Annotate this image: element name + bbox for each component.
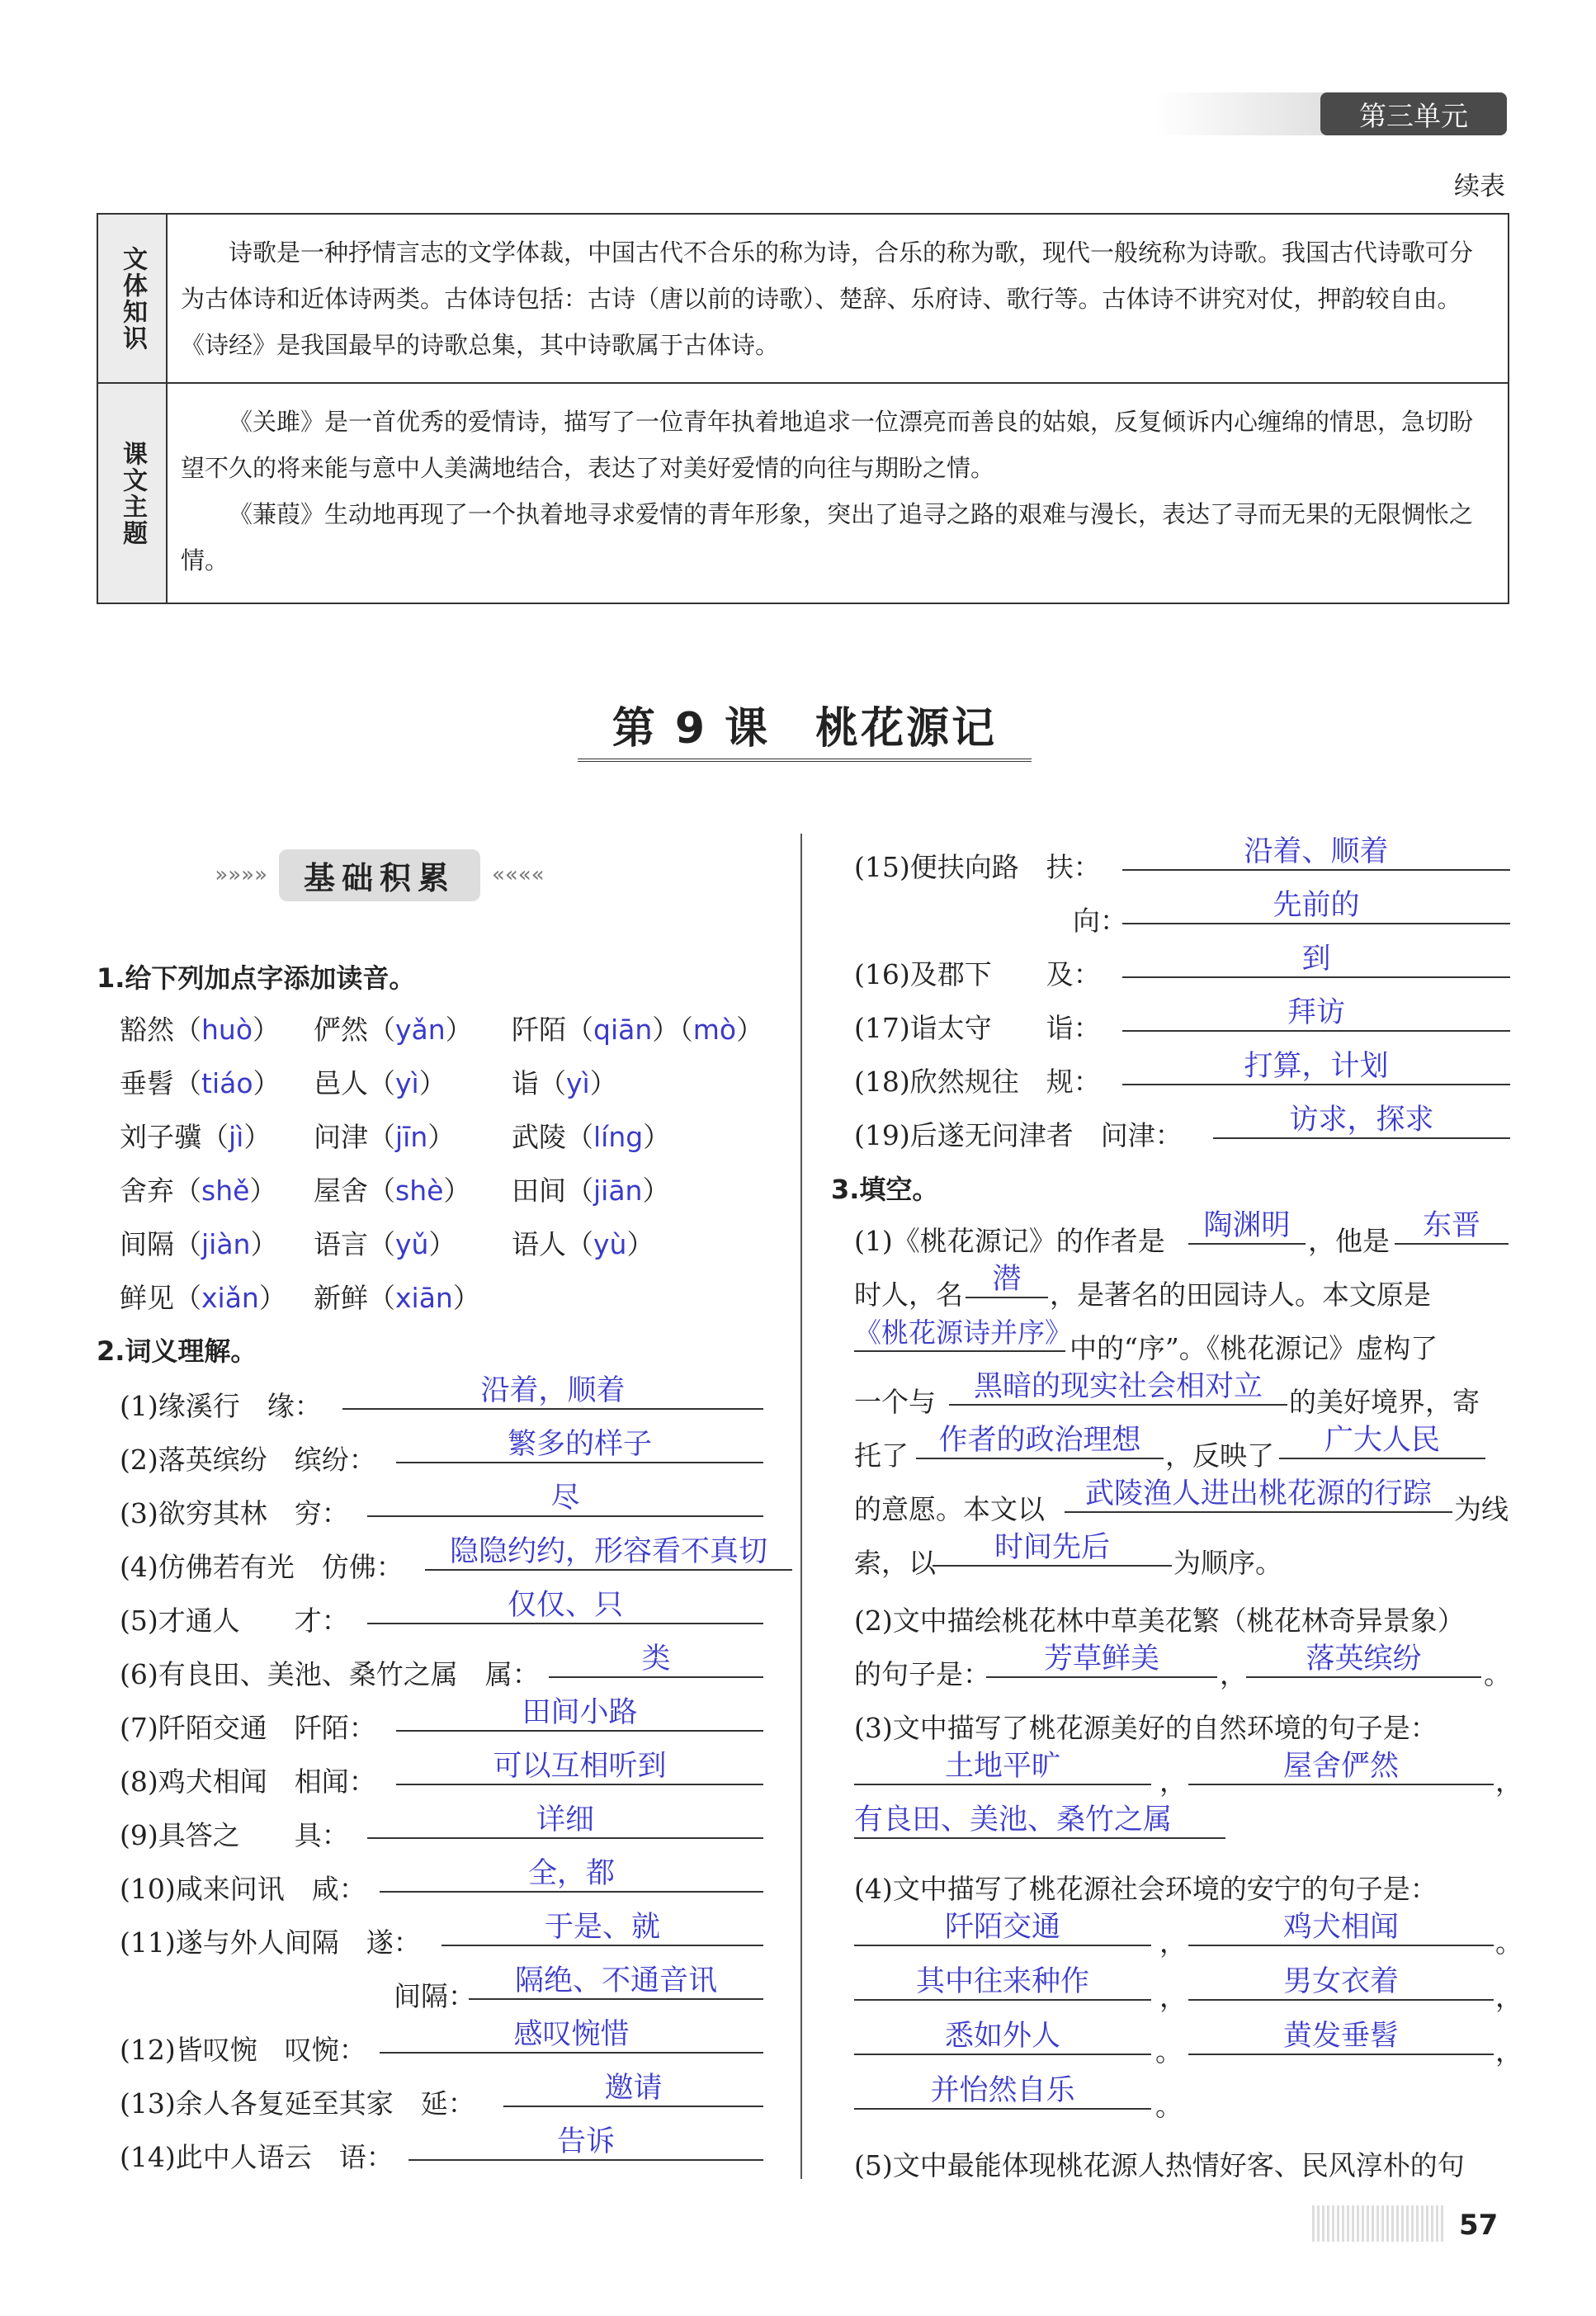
answer-blank: 尽 <box>367 1482 763 1517</box>
q3-part5: (5)文中最能体现桃花源人热情好客、民风淳朴的句 <box>854 2149 1465 2181</box>
pinyin-answer: qiān <box>593 1014 653 1046</box>
pinyin-item <box>120 1062 281 1101</box>
vocab-question: (8)鸡犬相闻 相闻： <box>120 1765 376 1798</box>
pinyin-text: ） <box>589 1067 617 1099</box>
pinyin-text: ） <box>445 1014 473 1046</box>
answer-blank: 详细 <box>367 1804 763 1839</box>
answer-blank: 沿着，顺着 <box>342 1375 763 1410</box>
pinyin-text: ） <box>443 1175 471 1207</box>
lesson-title: 第 9 课 桃花源记 <box>578 693 1032 762</box>
pinyin-item <box>314 1223 456 1262</box>
answer-blank: 悉如外人 <box>854 2021 1151 2055</box>
pinyin-answer: xiān <box>395 1282 453 1314</box>
pinyin-text: 豁然（ <box>120 1014 201 1046</box>
answer-blank: 沿着、顺着 <box>1122 836 1510 871</box>
pinyin-item <box>120 1277 286 1316</box>
pinyin-text: ） <box>418 1067 446 1099</box>
answer-blank: 芳草鲜美 <box>986 1643 1217 1678</box>
pinyin-text: 田间（ <box>512 1175 593 1207</box>
table-row <box>98 384 1508 603</box>
answer-blank: 其中往来种作 <box>854 1966 1151 2001</box>
pinyin-answer: tiáo <box>201 1067 253 1099</box>
arrows-right: «««« <box>492 863 545 887</box>
answer-blank: 武陵渔人进出桃花源的行踪 <box>1065 1478 1452 1513</box>
answer-blank: 打算，计划 <box>1122 1051 1510 1085</box>
pinyin-text: ） <box>249 1175 277 1207</box>
q1-title: 1.给下列加点字添加读音。 <box>97 962 416 994</box>
pinyin-text: ） <box>452 1282 480 1314</box>
vocab-question: 向： <box>1073 905 1127 937</box>
q3-title: 3.填空。 <box>831 1174 939 1205</box>
pinyin-answer: yì <box>395 1067 419 1099</box>
answer-blank: 仅仅、只 <box>367 1590 763 1624</box>
q2-title: 2.词义理解。 <box>97 1335 257 1367</box>
pinyin-answer: jiān <box>593 1175 643 1207</box>
answer-blank: 并怡然自乐 <box>854 2075 1151 2110</box>
vocab-question: (15)便扶向路 扶： <box>854 851 1101 883</box>
pinyin-item <box>512 1116 670 1155</box>
pinyin-answer: jiàn <box>201 1228 251 1260</box>
answer-blank: 访求，探求 <box>1213 1104 1510 1139</box>
column-divider <box>800 834 802 2179</box>
pinyin-answer: yù <box>593 1228 627 1260</box>
vocab-question: (1)缘溪行 缘： <box>120 1390 322 1422</box>
answer-blank: 先前的 <box>1122 890 1510 924</box>
pinyin-text: ） <box>642 1175 670 1207</box>
pinyin-item <box>120 1009 280 1047</box>
answer-blank: 潜 <box>966 1264 1048 1298</box>
pinyin-text: ） <box>253 1014 281 1046</box>
pinyin-answer: yǔ <box>395 1228 429 1260</box>
answer-blank: 类 <box>549 1643 763 1678</box>
pinyin-text: ） <box>736 1014 764 1046</box>
answer-blank: 拜访 <box>1122 997 1510 1032</box>
pinyin-text: 语人（ <box>512 1228 593 1260</box>
pinyin-text: 诣（ <box>512 1067 566 1099</box>
vocab-question: (12)皆叹惋 叹惋： <box>120 2034 366 2066</box>
vocab-question: (11)遂与外人间隔 遂： <box>120 1926 421 1959</box>
answer-blank: 隔绝、不通音讯 <box>469 1965 763 2000</box>
pinyin-answer: mò <box>692 1014 737 1046</box>
answer-blank: 可以互相听到 <box>396 1751 763 1785</box>
pinyin-answer: shě <box>201 1175 250 1207</box>
pinyin-text: ） <box>250 1228 278 1260</box>
pinyin-text: 阡陌（ <box>512 1014 593 1046</box>
answer-blank: 繁多的样子 <box>396 1429 763 1463</box>
pinyin-item <box>120 1170 276 1208</box>
vocab-question: (7)阡陌交通 阡陌： <box>120 1712 376 1744</box>
section-label: 基础积累 <box>279 849 480 901</box>
answer-blank: 全，都 <box>380 1858 763 1893</box>
vocab-question: (18)欣然规往 规： <box>854 1066 1101 1098</box>
answer-blank: 时间先后 <box>933 1532 1172 1567</box>
row-label: 课文主题 <box>98 384 168 603</box>
vocab-question: (3)欲穷其林 穷： <box>120 1497 349 1529</box>
answer-blank: 邀请 <box>503 2073 763 2107</box>
answer-blank: 陶渊明 <box>1188 1210 1306 1245</box>
answer-blank: 黄发垂髫 <box>1188 2021 1494 2055</box>
page-number: 57 <box>1459 2209 1499 2242</box>
pinyin-text: ） <box>243 1121 272 1153</box>
answer-blank: 落英缤纷 <box>1246 1643 1481 1678</box>
answer-blank: 土地平旷 <box>854 1751 1151 1785</box>
pinyin-answer: jīn <box>395 1121 428 1153</box>
pinyin-answer: jì <box>229 1121 244 1153</box>
vocab-question: (17)诣太守 诣： <box>854 1012 1101 1044</box>
pinyin-text: ） <box>258 1282 286 1314</box>
answer-blank: 作者的政治理想 <box>916 1425 1164 1459</box>
continued-label: 续表 <box>1454 172 1505 201</box>
pinyin-text: 间隔（ <box>120 1228 201 1260</box>
pinyin-text: 垂髫（ <box>120 1067 201 1099</box>
pinyin-answer: huò <box>201 1014 253 1046</box>
pinyin-text: ） <box>428 1228 456 1260</box>
pinyin-answer: líng <box>593 1121 644 1153</box>
vocab-question: (10)咸来问讯 咸： <box>120 1873 366 1905</box>
pinyin-text: ）（ <box>652 1014 693 1046</box>
pinyin-item <box>314 1116 455 1155</box>
section-header <box>177 850 582 900</box>
answer-blank: 到 <box>1122 943 1510 978</box>
vocab-question: (19)后遂无问津者 问津： <box>854 1119 1183 1151</box>
row-label: 文体知识 <box>98 215 168 382</box>
answer-blank: 屋舍俨然 <box>1188 1751 1494 1785</box>
pinyin-text: 屋舍（ <box>314 1175 395 1207</box>
pinyin-text: 语言（ <box>314 1228 395 1260</box>
pinyin-answer: yǎn <box>395 1014 446 1046</box>
pinyin-text: 鲜见（ <box>120 1282 201 1314</box>
pinyin-item <box>512 1062 617 1101</box>
answer-blank: 黑暗的现实社会相对立 <box>949 1371 1287 1406</box>
pinyin-text: 问津（ <box>314 1121 395 1153</box>
pinyin-item <box>512 1223 654 1262</box>
pinyin-text: ） <box>253 1067 281 1099</box>
footer-decoration <box>1312 2205 1444 2242</box>
vocab-question: (2)落英缤纷 缤纷： <box>120 1444 376 1476</box>
pinyin-item <box>512 1009 763 1047</box>
pinyin-item <box>314 1062 446 1101</box>
pinyin-text: 新鲜（ <box>314 1282 395 1314</box>
vocab-question: (9)具答之 具： <box>120 1819 349 1851</box>
pinyin-answer: shè <box>395 1175 444 1207</box>
answer-blank: 隐隐约约，形容看不真切 <box>425 1536 792 1571</box>
answer-blank: 《桃花源诗并序》 <box>854 1317 1065 1352</box>
answer-blank: 有良田、美池、桑竹之属 <box>854 1804 1225 1839</box>
row-content: 《关雎》是一首优秀的爱情诗，描写了一位青年执着地追求一位漂亮而善良的姑娘，反复倾诉内心缠绵的情思，急切盼望不久的将来能与意中人美满地结合，表达了对美好爱情的向往与期盼之情。 《蒹葭》生动地再现了一个执着地寻求爱情的青年形象，突出了追寻之路的艰难与漫长，表达了寻而无果的无限惆怅之情。 <box>181 408 1474 574</box>
pinyin-text: 刘子骥（ <box>120 1121 229 1153</box>
answer-blank: 田间小路 <box>396 1697 763 1732</box>
pinyin-item <box>512 1170 669 1208</box>
pinyin-text: 邑人（ <box>314 1067 395 1099</box>
vocab-question: (14)此中人语云 语： <box>120 2141 394 2173</box>
pinyin-text: 俨然（ <box>314 1014 395 1046</box>
answer-blank: 告诉 <box>408 2126 763 2161</box>
pinyin-answer: xiǎn <box>201 1282 259 1314</box>
header-fade <box>1155 92 1345 135</box>
info-table <box>97 213 1509 604</box>
answer-blank: 鸡犬相闻 <box>1188 1912 1494 1946</box>
vocab-question: (13)余人各复延至其家 延： <box>120 2087 475 2120</box>
vocab-question: (5)才通人 才： <box>120 1605 349 1637</box>
row-content: 诗歌是一种抒情言志的文学体裁，中国古代不合乐的称为诗，合乐的称为歌，现代一般统称为诗歌。我国古代诗歌可分为古体诗和近体诗两类。古体诗包括：古诗（唐以前的诗歌）、楚辞、乐府诗、歌行等。古体诗不讲究对仗，押韵较自由。《诗经》是我国最早的诗歌总集，其中诗歌属于古体诗。 <box>181 239 1474 359</box>
vocab-question: 间隔： <box>394 1980 475 2012</box>
pinyin-item <box>120 1223 277 1262</box>
pinyin-text: ） <box>643 1121 671 1153</box>
pinyin-item <box>120 1116 271 1155</box>
vocab-question: (16)及郡下 及： <box>854 958 1101 990</box>
answer-blank: 东晋 <box>1395 1210 1509 1245</box>
pinyin-text: ） <box>427 1121 456 1153</box>
pinyin-text: 武陵（ <box>512 1121 593 1153</box>
pinyin-item <box>314 1009 473 1047</box>
answer-blank: 阡陌交通 <box>854 1912 1151 1946</box>
answer-blank: 于是、就 <box>441 1912 763 1946</box>
table-row <box>98 215 1508 384</box>
answer-blank: 男女衣着 <box>1188 1966 1494 2001</box>
answer-blank: 广大人民 <box>1279 1425 1485 1459</box>
pinyin-text: ） <box>626 1228 654 1260</box>
pinyin-item <box>314 1277 480 1316</box>
pinyin-answer: yì <box>566 1067 590 1099</box>
pinyin-item <box>314 1170 470 1208</box>
unit-tag: 第三单元 <box>1320 92 1507 135</box>
answer-blank: 感叹惋惜 <box>380 2019 763 2054</box>
arrows-left: »»»» <box>215 863 267 887</box>
pinyin-text: 舍弃（ <box>120 1175 201 1207</box>
vocab-question: (4)仿佛若有光 仿佛： <box>120 1551 404 1583</box>
vocab-question: (6)有良田、美池、桑竹之属 属： <box>120 1658 540 1690</box>
